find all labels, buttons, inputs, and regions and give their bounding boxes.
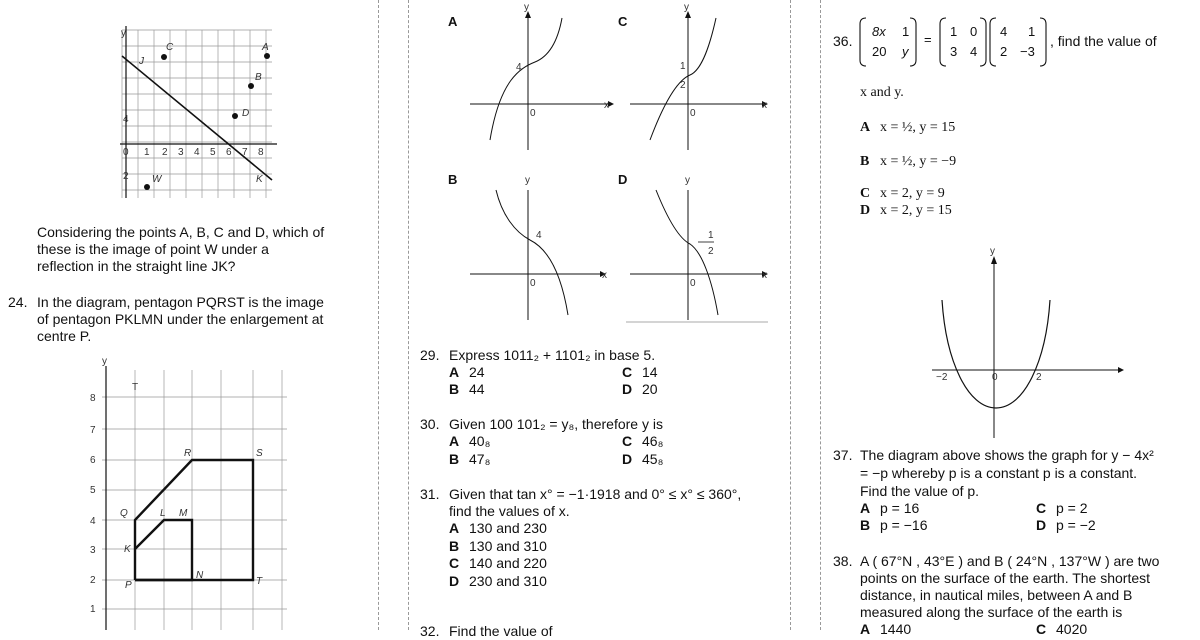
graph-c-origin: 0 bbox=[690, 108, 696, 119]
column-divider-middle bbox=[408, 0, 409, 630]
line-jk bbox=[122, 56, 272, 180]
label-a: A bbox=[262, 42, 269, 53]
q32-text: Find the value of bbox=[449, 623, 553, 639]
grid2-y-label: 1 bbox=[90, 604, 96, 615]
matrix2-cell: 0 bbox=[970, 24, 978, 39]
q38-line-1: A ( 67°N , 43°E ) and B ( 24°N , 137°W ) are two bbox=[860, 553, 1160, 569]
grid2-y-label: 8 bbox=[90, 393, 96, 404]
graph-a-letter: A bbox=[448, 14, 458, 29]
graph-c-x: x bbox=[762, 100, 767, 111]
q36-option-c[interactable]: C x = 2, y = 9 bbox=[860, 186, 945, 201]
graph-d-origin: 0 bbox=[690, 278, 696, 289]
graph-a-curve bbox=[490, 18, 562, 140]
matrix3-cell: 1 bbox=[1028, 24, 1036, 39]
q37-option-c[interactable]: C p = 2 bbox=[1036, 500, 1088, 516]
graph-c-letter: C bbox=[618, 14, 628, 29]
q30-text: Given 100 101₂ = y₈, therefore y is bbox=[449, 416, 663, 432]
label-w: W bbox=[152, 174, 162, 185]
label-m: M bbox=[179, 508, 188, 519]
label-t-top: T bbox=[132, 382, 139, 393]
q36-option-d[interactable]: D x = 2, y = 15 bbox=[860, 203, 952, 218]
matrix1-cell: 8x bbox=[872, 24, 886, 39]
parabola-origin: 0 bbox=[992, 372, 998, 383]
q37-line-2: = −p whereby p is a constant p is a constant. bbox=[860, 465, 1138, 481]
matrix2-cell: 1 bbox=[950, 24, 958, 39]
graph-c-curve bbox=[650, 18, 716, 140]
q36-option-b[interactable]: B x = ½, y = −9 bbox=[860, 154, 957, 169]
q38-option-a[interactable]: A 1440 bbox=[860, 621, 912, 637]
q31-option-a[interactable]: A 130 and 230 bbox=[449, 520, 547, 536]
label-k: K bbox=[256, 174, 263, 185]
point-b bbox=[248, 83, 254, 89]
grid1-x-label: 4 bbox=[194, 147, 200, 158]
grid1-x-label: 0 bbox=[123, 147, 129, 158]
q37-option-a[interactable]: A p = 16 bbox=[860, 500, 920, 516]
q31-text-2: find the values of x. bbox=[449, 503, 570, 519]
q30-option-b[interactable]: B 47₈ bbox=[449, 451, 491, 467]
q37-number: 37. bbox=[833, 447, 853, 463]
q23-line-1: Considering the points A, B, C and D, which of bbox=[37, 224, 325, 240]
q24-line-3: centre P. bbox=[37, 328, 92, 344]
graph-d-x: x bbox=[762, 270, 767, 281]
column-divider-right bbox=[820, 0, 821, 630]
q24-line-2: of pentagon PKLMN under the enlargement at bbox=[37, 311, 324, 327]
graph-options-diagram bbox=[440, 0, 780, 330]
graph-b-x: x bbox=[602, 270, 607, 281]
q31-text: Given that tan x° = −1·1918 and 0° ≤ x° ≤ 360°, bbox=[449, 486, 742, 502]
graph-d-intercept2: 2 bbox=[708, 246, 714, 257]
matrix2-cell: 3 bbox=[950, 44, 958, 59]
q30-option-c[interactable]: C 46₈ bbox=[622, 433, 664, 449]
grid2-y-label: 7 bbox=[90, 425, 96, 436]
grid1-y-label: 4 bbox=[123, 114, 129, 125]
label-c: C bbox=[166, 42, 174, 53]
reflection-grid-diagram bbox=[112, 22, 282, 198]
grid1-x-label: 1 bbox=[144, 147, 150, 158]
q37-line-3: Find the value of p. bbox=[860, 483, 980, 499]
q32-number: 32. bbox=[420, 623, 440, 639]
grid1-y-label: 2 bbox=[123, 171, 129, 182]
graph-c-y: y bbox=[684, 2, 689, 13]
grid2-y-label: 6 bbox=[90, 455, 96, 466]
point-a bbox=[264, 53, 270, 59]
q31-number: 31. bbox=[420, 486, 440, 502]
graph-b-curve bbox=[496, 190, 568, 315]
label-p: P bbox=[125, 580, 132, 591]
graph-d-letter: D bbox=[618, 172, 628, 187]
label-l: L bbox=[160, 508, 166, 519]
point-d bbox=[232, 113, 238, 119]
parabola-y-label: y bbox=[990, 246, 995, 257]
q37-option-d[interactable]: D p = −2 bbox=[1036, 517, 1096, 533]
q36-option-a[interactable]: A x = ½, y = 15 bbox=[860, 120, 956, 135]
q38-option-c[interactable]: C 4020 bbox=[1036, 621, 1088, 637]
graph-b-letter: B bbox=[448, 172, 458, 187]
q30-option-a[interactable]: A 40₈ bbox=[449, 433, 491, 449]
q36-line-2: x and y. bbox=[860, 85, 904, 100]
grid2-y-label: 5 bbox=[90, 485, 96, 496]
label-t: T bbox=[256, 576, 263, 587]
grid2-y-label: 2 bbox=[90, 575, 96, 586]
parabola-x-right: 2 bbox=[1036, 372, 1042, 383]
grid1-x-label: 3 bbox=[178, 147, 184, 158]
q29-option-d[interactable]: D 20 bbox=[622, 381, 658, 397]
grid1-x-label: 6 bbox=[226, 147, 232, 158]
label-j: J bbox=[139, 56, 144, 67]
matrix3-cell: 2 bbox=[1000, 44, 1008, 59]
svg-text:=: = bbox=[924, 32, 932, 47]
q31-option-c[interactable]: C 140 and 220 bbox=[449, 555, 547, 571]
grid1-x-label: 7 bbox=[242, 147, 248, 158]
graph-a-intercept: 4 bbox=[516, 62, 522, 73]
q36-matrix-equation bbox=[858, 14, 1058, 70]
grid1-axis-y: y bbox=[121, 28, 126, 39]
point-w bbox=[144, 184, 150, 190]
q24-line-1: In the diagram, pentagon PQRST is the image bbox=[37, 294, 324, 310]
q29-option-b[interactable]: B 44 bbox=[449, 381, 485, 397]
parabola-graph bbox=[922, 242, 1132, 442]
q36-number: 36. bbox=[833, 33, 853, 49]
q29-text: Express 1011₂ + 1101₂ in base 5. bbox=[449, 347, 656, 363]
q30-option-d[interactable]: D 45₈ bbox=[622, 451, 664, 467]
column-divider-left bbox=[378, 0, 379, 630]
q38-line-3: distance, in nautical miles, between A and B bbox=[860, 587, 1133, 603]
graph-b-origin: 0 bbox=[530, 278, 536, 289]
graph-b-y: y bbox=[525, 175, 530, 186]
grid2-y-label: 4 bbox=[90, 516, 96, 527]
grid1-x-label: 5 bbox=[210, 147, 216, 158]
matrix2-cell: 4 bbox=[970, 44, 978, 59]
matrix3-cell: −3 bbox=[1020, 44, 1035, 59]
label-k2: K bbox=[124, 544, 131, 555]
graph-b-intercept: 4 bbox=[536, 230, 542, 241]
q23-line-3: reflection in the straight line JK? bbox=[37, 258, 236, 274]
q29-option-c[interactable]: C 14 bbox=[622, 364, 658, 380]
q38-line-2: points on the surface of the earth. The shortest bbox=[860, 570, 1151, 586]
q30-number: 30. bbox=[420, 416, 440, 432]
grid1-x-label: 8 bbox=[258, 147, 264, 158]
q37-option-b[interactable]: B p = −16 bbox=[860, 517, 928, 533]
matrix1-cell: 1 bbox=[902, 24, 910, 39]
q29-number: 29. bbox=[420, 347, 440, 363]
grid2-y-label: 3 bbox=[90, 545, 96, 556]
pentagon-pklmn bbox=[135, 520, 192, 580]
q31-option-b[interactable]: B 130 and 310 bbox=[449, 538, 547, 554]
graph-a-x: x bbox=[604, 100, 609, 111]
q38-number: 38. bbox=[833, 553, 853, 569]
graph-c-intercept: 1 bbox=[680, 61, 686, 72]
q38-line-4: measured along the surface of the earth is bbox=[860, 604, 1123, 620]
parabola-curve bbox=[942, 300, 1050, 408]
graph-a-origin: 0 bbox=[530, 108, 536, 119]
graph-a-y: y bbox=[524, 2, 529, 13]
graph-c-intercept2: 2 bbox=[680, 80, 686, 91]
label-n: N bbox=[196, 570, 204, 581]
grid1-x-label: 2 bbox=[162, 147, 168, 158]
enlargement-grid-diagram bbox=[82, 352, 292, 630]
q24-number: 24. bbox=[8, 294, 28, 310]
point-c bbox=[161, 54, 167, 60]
column-divider-middle-right bbox=[790, 0, 791, 630]
label-d: D bbox=[242, 108, 250, 119]
grid2-axis-y: y bbox=[102, 356, 107, 367]
graph-d-y: y bbox=[685, 175, 690, 186]
matrix3-cell: 4 bbox=[1000, 24, 1008, 39]
parabola-x-left: −2 bbox=[936, 372, 948, 383]
q37-line-1: The diagram above shows the graph for y − 4x² bbox=[860, 447, 1154, 463]
matrix1-cell: 20 bbox=[872, 44, 887, 59]
label-b: B bbox=[255, 72, 262, 83]
q31-option-d[interactable]: D 230 and 310 bbox=[449, 573, 547, 589]
label-q: Q bbox=[120, 508, 128, 519]
matrix1-cell: y bbox=[902, 44, 909, 59]
q29-option-a[interactable]: A 24 bbox=[449, 364, 485, 380]
graph-d-intercept: 1 bbox=[708, 230, 714, 241]
label-s: S bbox=[256, 448, 263, 459]
label-r: R bbox=[184, 448, 192, 459]
q23-line-2: these is the image of point W under a bbox=[37, 241, 269, 257]
q36-tail: , find the value of bbox=[1050, 33, 1157, 49]
